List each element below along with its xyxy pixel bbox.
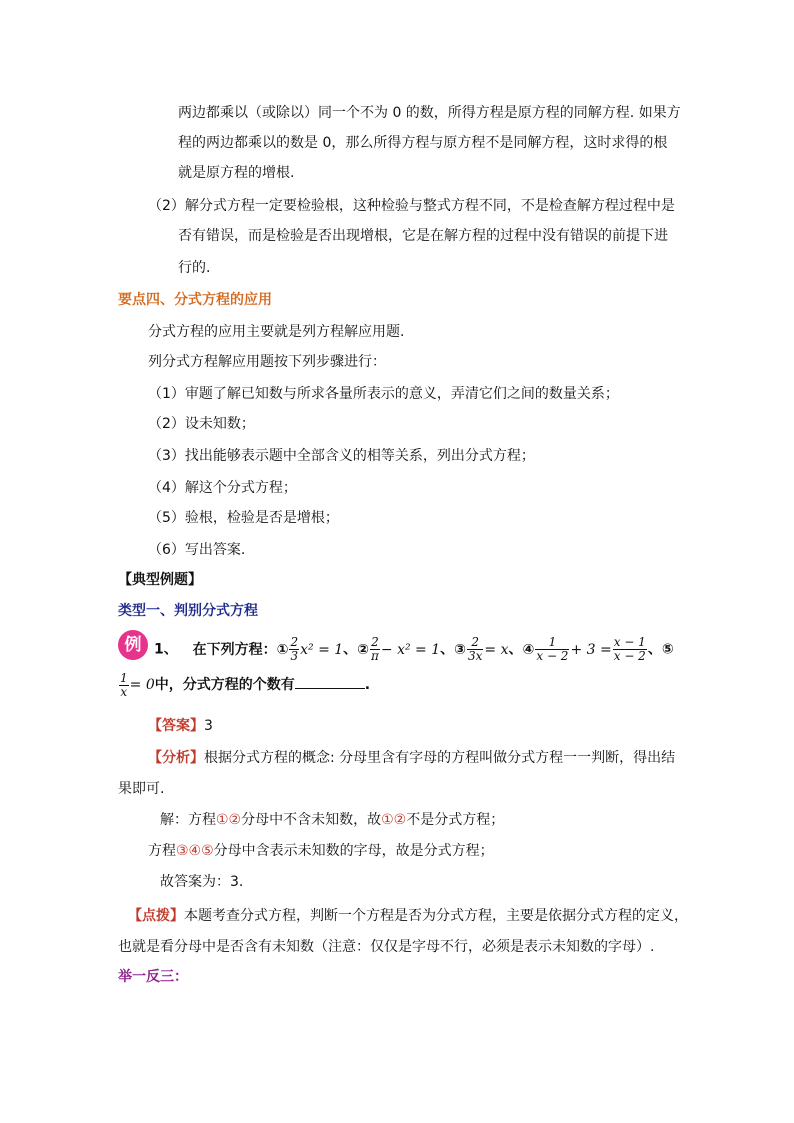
question-lead: 在下列方程： xyxy=(192,641,277,658)
step-item: （6）写出答案. xyxy=(148,542,246,558)
solution-line-2: 方程③④⑤分母中含表示未知数的字母，故是分式方程； xyxy=(148,843,494,859)
step-item: （5）验根，检验是否是增根； xyxy=(148,510,339,526)
step-item: （2）设未知数； xyxy=(148,416,255,432)
intro-line-3: 就是原方程的增根. xyxy=(178,165,295,181)
intro-line-5: 否有错误，而是检验是否出现增根，它是在解方程的过程中没有错误的前提下进 xyxy=(178,228,668,244)
answer-label: 【答案】 xyxy=(148,718,204,734)
example-number: 1、 xyxy=(154,641,178,658)
intro-line-6: 行的. xyxy=(178,260,211,276)
equation-2: ② $\frac{2}{\pi}$ − x² = 1 xyxy=(357,635,441,663)
tip-label: 【点拨】 xyxy=(128,908,184,924)
paragraph: 分式方程的应用主要就是列方程解应用题. xyxy=(148,324,405,340)
section-heading: 要点四、分式方程的应用 xyxy=(118,292,272,308)
analysis-label: 【分析】 xyxy=(148,750,204,766)
intro-line-1: 两边都乘以（或除以）同一个不为 0 的数，所得方程是原方程的同解方程. 如果方 xyxy=(178,105,681,121)
question-tail: 中，分式方程的个数有 xyxy=(154,677,295,693)
solution-line-3: 故答案为：3. xyxy=(160,874,244,890)
analysis-line-1: 【分析】根据分式方程的概念: 分母里含有字母的方程叫做分式方程一一判断，得出结 xyxy=(148,750,676,766)
solution-line-1: 解：方程①②分母中不含未知数，故①②不是分式方程； xyxy=(160,812,505,828)
example-badge: 例 xyxy=(118,630,148,660)
paragraph: 列分式方程解应用题按下列步骤进行： xyxy=(148,354,386,370)
equation-1: ① $\frac{2}{3}$ x² = 1 xyxy=(276,635,344,663)
intro-line-4: （2）解分式方程一定要检验根，这种检验与整式方程不同，不是检查解方程过程中是 xyxy=(148,198,675,214)
answer-blank xyxy=(295,674,365,689)
example-question-line-2: $\frac{1}{x}$ = 0中，分式方程的个数有 . xyxy=(120,670,371,699)
type-heading: 类型一、判别分式方程 xyxy=(118,603,258,619)
tip-line-1: 【点拨】本题考查分式方程，判断一个方程是否为分式方程，主要是依据分式方程的定义， xyxy=(128,908,688,924)
tip-line-2: 也就是看分母中是否含有未知数（注意：仅仅是字母不行，必须是表示未知数的字母）. xyxy=(118,939,655,955)
equation-3: ③ $\frac{2}{3x}$ = x xyxy=(454,635,509,663)
step-item: （3）找出能够表示题中全部含义的相等关系，列出分式方程； xyxy=(148,448,535,464)
answer-line xyxy=(148,716,213,736)
analysis-line-2: 果即可. xyxy=(118,781,165,797)
step-item: （4）解这个分式方程； xyxy=(148,480,297,496)
follow-up-heading: 举一反三： xyxy=(118,969,188,985)
intro-line-2: 程的两边都乘以的数是 0，那么所得方程与原方程不是同解方程，这时求得的根 xyxy=(178,135,668,151)
equation-4: ④ $\frac{1}{x - 2}$ + 3 = $\frac{x - 1}{x - 2}$ xyxy=(522,635,646,663)
answer-value: 3 xyxy=(204,718,213,734)
example-question-line: 1、 在下列方程：① $\frac{2}{3}$ x² = 1、② $\frac{2}{\pi}$ − x² = 1、③ $\frac{2}{3x}$ = x、④ $\frac{1}{x - 2}$ + 3 = $\frac{x - 1}{x - 2}$ 、⑤ xyxy=(154,635,674,663)
examples-heading: 【典型例题】 xyxy=(118,572,202,588)
step-item: （1）审题了解已知数与所求各量所表示的意义，弄清它们之间的数量关系； xyxy=(148,386,619,402)
